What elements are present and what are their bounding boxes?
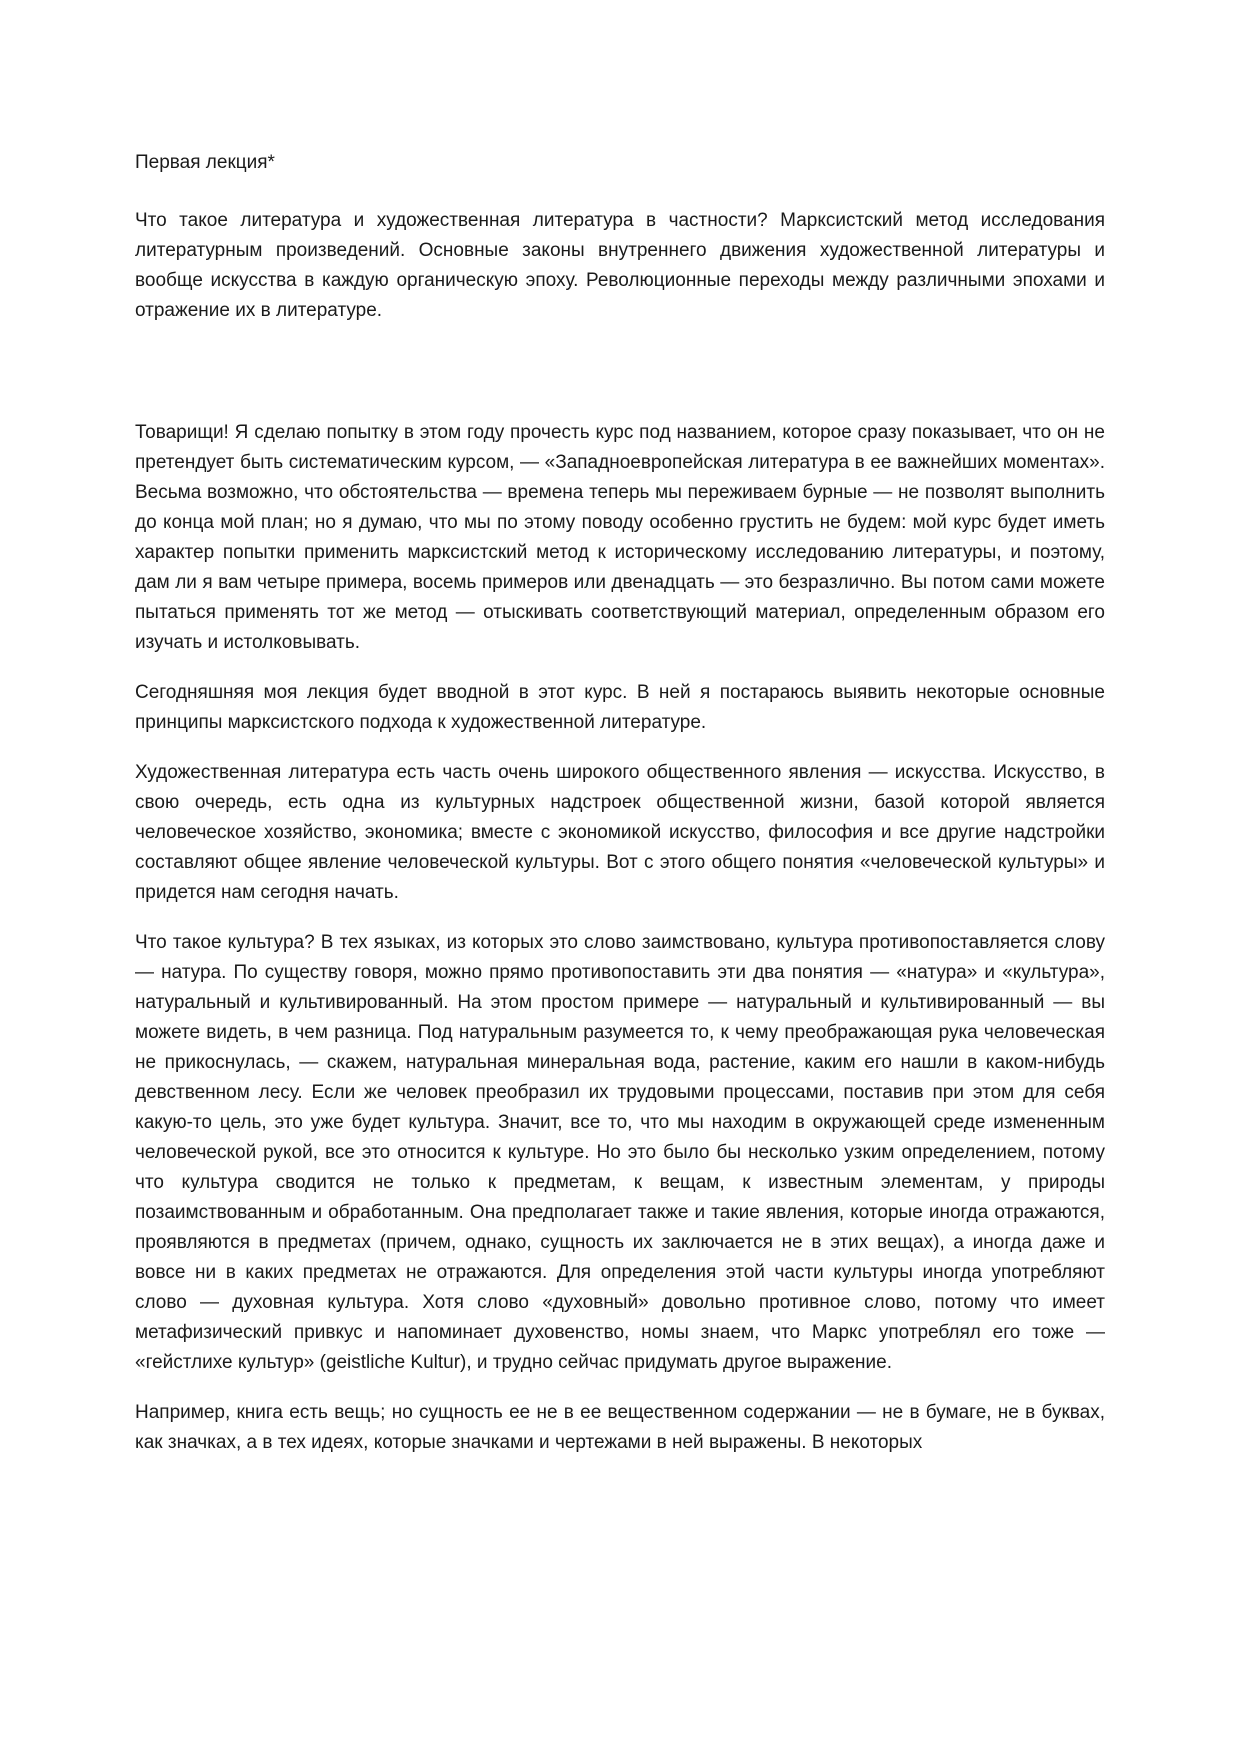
lecture-body xyxy=(135,418,1105,1458)
lecture-title: Первая лекция* xyxy=(135,152,275,173)
paragraph-3: Художественная литература есть часть очень широкого общественного явления — искусства. Искусство, в свою очередь, есть одна из культурных надстроек общественной жизни, базой которой является человеческое хозяйство, экономика; вместе с экономикой искусство, философия и все другие надстройки составляют общее явление человеческой культуры. Вот с этого общего понятия «человеческой культуры» и придется нам сегодня начать. xyxy=(135,762,1105,903)
paragraph-5: Например, книга есть вещь; но сущность ее не в ее вещественном содержании — не в бумаге, не в буквах, как значках, а в тех идеях, которые значками и чертежами в ней выражены. В некоторых xyxy=(135,1402,1105,1453)
paragraph-4: Что такое культура? В тех языках, из которых это слово заимствовано, культура противопоставляется слову — натура. По существу говоря, можно прямо противопоставить эти два понятия — «натура» и «культура», натуральный и культивированный. На этом простом примере — натуральный и культивированный — вы можете видеть, в чем разница. Под натуральным разумеется то, к чему преображающая рука человеческая не прикоснулась, — скажем, натуральная минеральная вода, растение, каким его нашли в каком-нибудь девственном лесу. Если же человек преобразил их трудовыми процессами, поставив при этом для себя какую-то цель, это уже будет культура. Значит, все то, что мы находим в окружающей среде измененным человеческой рукой, все это относится к культуре. Но это было бы несколько узким определением, потому что культура сводится не только к предметам, к вещам, к известным элементам, у природы позаимствованным и обработанным. Она предполагает также и такие явления, которые иногда отражаются, проявляются в предметах (причем, однако, сущность их заключается не в этих вещах), а иногда даже и вовсе ни в каких предметах не отражаются. Для определения этой части культуры иногда употребляют слово — духовная культура. Хотя слово «духовный» довольно противное слово, потому что имеет метафизический привкус и напоминает духовенство, номы знаем, что Маркс употреблял его тоже — «гейстлихе культур» (geistliche Kultur), и трудно сейчас придумать другое выражение. xyxy=(135,932,1105,1373)
lecture-summary: Что такое литература и художественная литература в частности? Марксистский метод исследования литературным произведений. Основные законы внутреннего движения художественной литературы и вообще искусства в каждую органическую эпоху. Революционные переходы между различными эпохами и отражение их в литературе. xyxy=(135,210,1105,321)
paragraph-2: Сегодняшняя моя лекция будет вводной в этот курс. В ней я постараюсь выявить некоторые основные принципы марксистского подхода к художественной литературе. xyxy=(135,682,1105,733)
paragraph-1: Товарищи! Я сделаю попытку в этом году прочесть курс под названием, которое сразу показывает, что он не претендует быть систематическим курсом, — «Западноевропейская литература в ее важнейших моментах». Весьма возможно, что обстоятельства — времена теперь мы переживаем бурные — не позволят выполнить до конца мой план; но я думаю, что мы по этому поводу особенно грустить не будем: мой курс будет иметь характер попытки применить марксистский метод к историческому исследованию литературы, и поэтому, дам ли я вам четыре примера, восемь примеров или двенадцать — это безразлично. Вы потом сами можете пытаться применять тот же метод — отыскивать соответствующий материал, определенным образом его изучать и истолковывать. xyxy=(135,422,1105,653)
page-content xyxy=(135,148,1105,1478)
